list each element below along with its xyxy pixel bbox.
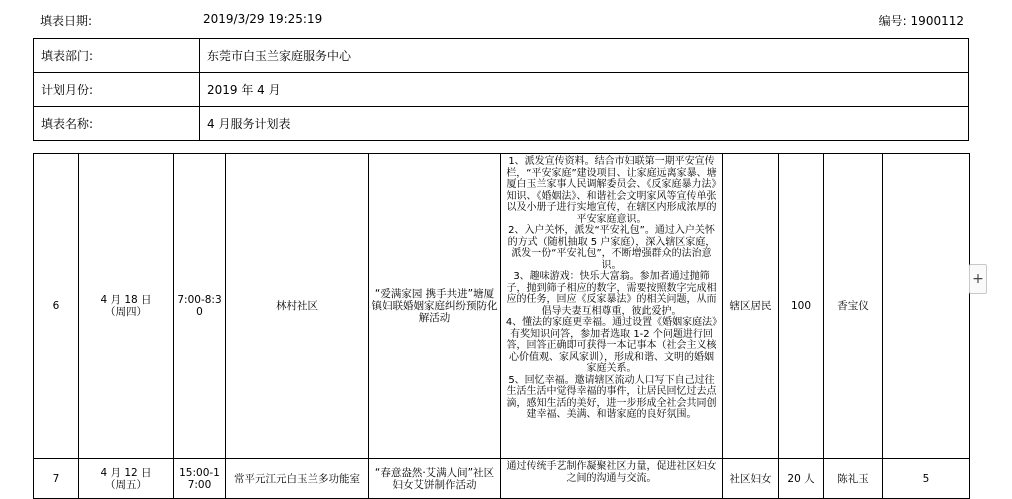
serial-number: [879, 12, 964, 29]
row-target: 辖区居民: [723, 154, 779, 459]
row-target: 社区妇女: [723, 459, 779, 499]
row-extra: [883, 154, 970, 459]
desc-item: 4、懂法的家庭更幸福。通过设置《婚姻家庭法》有奖知识问答，参加者选取 1-2 个问题进行回答，回答正确即可获得一本记事本（社会主义核心价值观、家风家训），形成和谐、文明的婚姻家庭关系。: [505, 317, 718, 374]
serial-label: 编号:: [878, 14, 907, 28]
row-activity-title: “爱满家园 携手共进”塘厦镇妇联婚姻家庭纠纷预防化解活动: [369, 154, 501, 459]
row-person: 香宝仪: [824, 154, 883, 459]
row-description: [501, 154, 723, 459]
row-time: 7:00-8:30: [174, 154, 226, 459]
row-person: 陈礼玉: [824, 459, 883, 499]
row-description: [501, 459, 723, 499]
desc-item: 1、派发宣传资料。结合市妇联第一期平安宣传栏，“平安家庭”建设项目、让家庭远离家暴、塘厦白玉兰家事人民调解委员会、《反家庭暴力法》知识、《婚姻法》、和谐社会文明家风等宣传单张以及小册子进行实地宣传，在辖区内形成浓厚的平安家庭意识。: [506, 156, 717, 225]
info-row-name: [34, 107, 969, 141]
info-row-month: [34, 73, 969, 107]
form-info-table: [33, 38, 969, 141]
row-location: 林村社区: [226, 154, 369, 459]
expand-plus-button[interactable]: +: [969, 264, 987, 294]
row-activity-title: “春意盎然·艾满人间”社区妇女艾饼制作活动: [369, 459, 501, 499]
row-location: 常平元江元白玉兰多功能室: [226, 459, 369, 499]
table-row: [34, 154, 970, 459]
desc-item: 2、入户关怀，派发“平安礼包”。通过入户关怀的方式（随机抽取 5 户家庭），深入辖区家庭，派发一份“平安礼包”，不断增强群众的法治意识。: [507, 225, 716, 271]
row-number: 6: [34, 154, 79, 459]
row-time: 15:00-17:00: [174, 459, 226, 499]
table-row: [34, 459, 970, 499]
row-extra: 5: [883, 459, 970, 499]
fill-date-label: 填表日期:: [40, 14, 93, 28]
row-date: [79, 154, 174, 459]
row-count: 20 人: [779, 459, 824, 499]
dept-label: 填表部门:: [34, 39, 200, 73]
serial-value: 1900112: [910, 14, 964, 28]
date-text: 4 月 18 日: [100, 294, 152, 306]
month-label: 计划月份:: [34, 73, 200, 107]
desc-item: 3、趣味游戏：快乐大富翁。参加者通过抛筛子，抛到筛子相应的数字，需要按照数字完成相应的任务，回应《反家暴法》的相关问题，从而倡导夫妻互相尊重，彼此爱护。: [506, 271, 717, 317]
month-value: 2019 年 4 月: [200, 73, 969, 107]
weekday-text: （周四）: [105, 306, 147, 318]
row-date: [79, 459, 174, 499]
row-count: 100: [779, 154, 824, 459]
weekday-text: （周五）: [105, 478, 147, 491]
desc-item: 通过传统手艺制作凝聚社区力量，促进社区妇女之间的沟通与交流。: [506, 461, 717, 484]
dept-value: 东莞市白玉兰家庭服务中心: [200, 39, 969, 73]
row-number: 7: [34, 459, 79, 499]
form-name-label: 填表名称:: [34, 107, 200, 141]
info-row-dept: [34, 39, 969, 73]
service-plan-table: [33, 153, 970, 499]
date-text: 4 月 12 日: [100, 466, 152, 479]
form-header: [0, 12, 1012, 30]
fill-date-value: 2019/3/29 19:25:19: [203, 12, 323, 26]
desc-item: 5、回忆幸福。邀请辖区流动人口写下自己过往生活生活中觉得幸福的事件，让居民回忆过去点滴，感知生活的美好，进一步形成全社会共同创建幸福、美满、和谐家庭的良好氛围。: [506, 374, 717, 420]
form-name-value: 4 月服务计划表: [200, 107, 969, 141]
